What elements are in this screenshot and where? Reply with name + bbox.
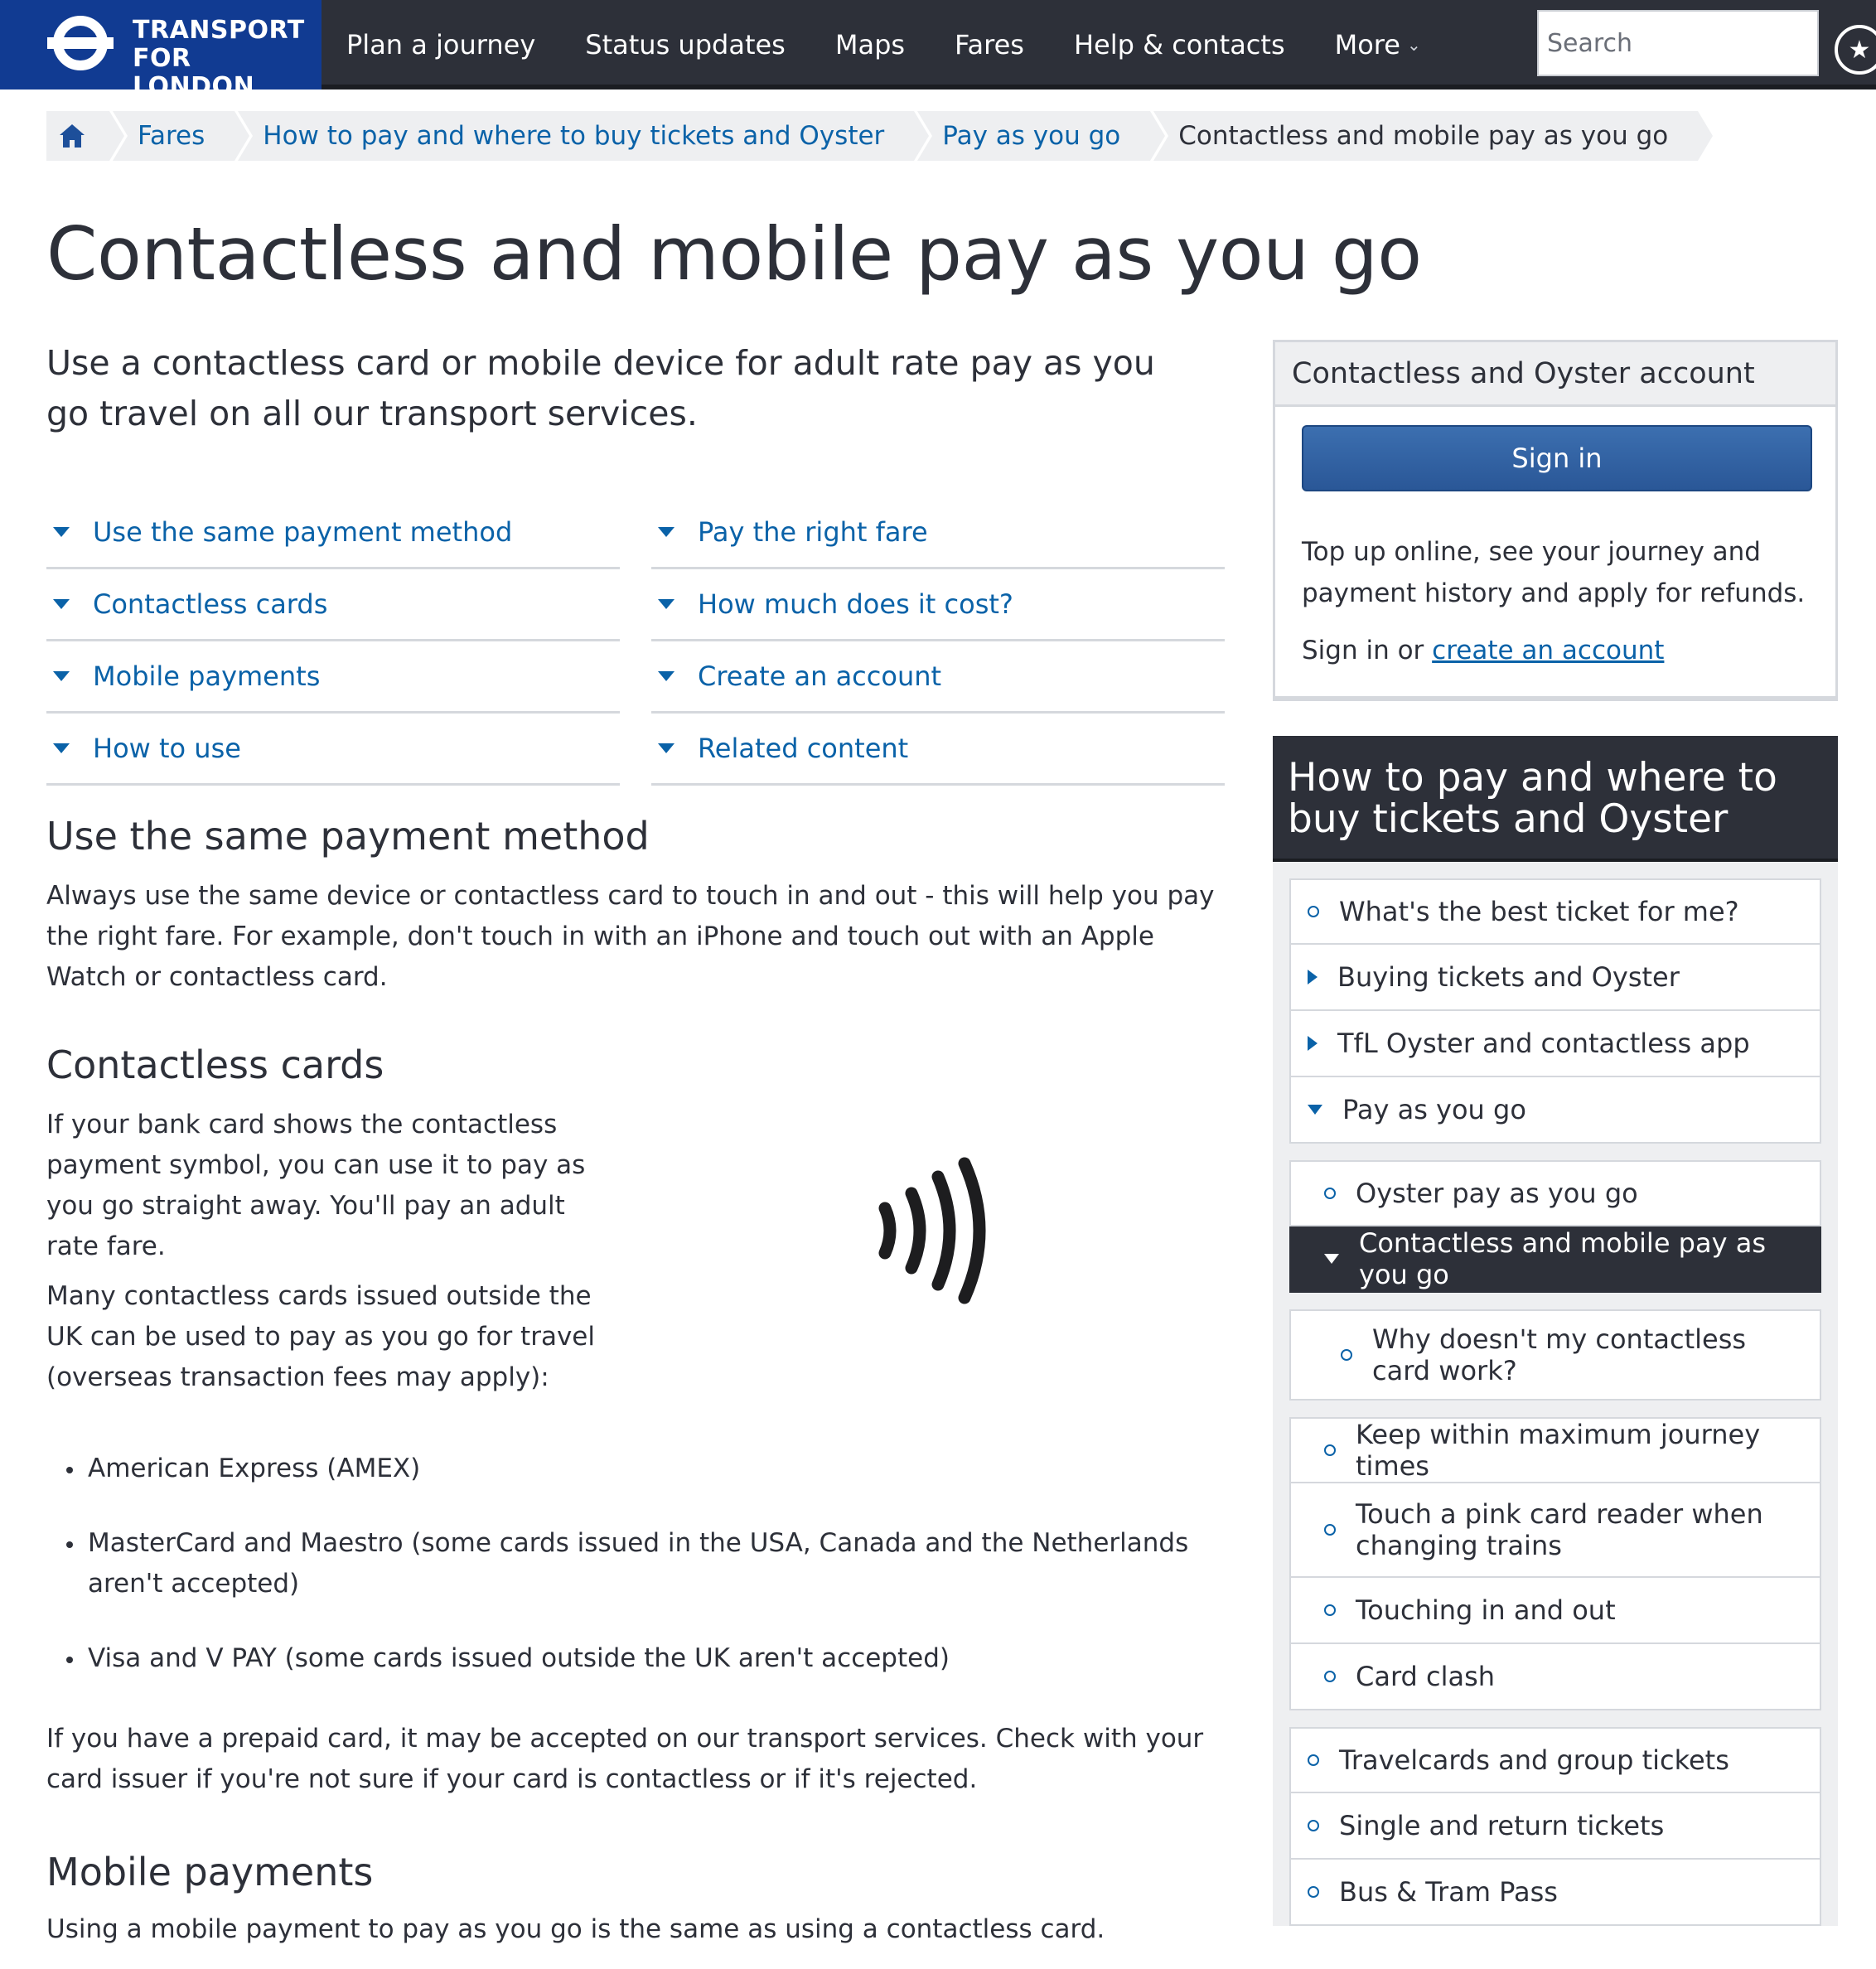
chevron-down-icon: ⌄: [1406, 35, 1421, 55]
toc-link-label: Related content: [698, 733, 909, 764]
circle-bullet-icon: [1308, 1820, 1319, 1831]
side-nav-label: Buying tickets and Oyster: [1337, 961, 1680, 993]
toc-link[interactable]: [46, 497, 620, 569]
side-nav-item[interactable]: [1289, 1644, 1821, 1710]
toc-left-column: [46, 497, 620, 786]
group-spacer: [1289, 1710, 1821, 1727]
heading-contactless-cards: Contactless cards: [46, 1043, 384, 1087]
heading-mobile-payments: Mobile payments: [46, 1850, 374, 1894]
side-nav-label: Touch a pink card reader when changing trains: [1356, 1498, 1763, 1561]
toc-link-label: Pay the right fare: [698, 516, 928, 548]
side-nav-label: Single and return tickets: [1339, 1810, 1665, 1841]
mobile-payments-body: Using a mobile payment to pay as you go is the same as using a contactless card.: [46, 1914, 1105, 1944]
toc-link[interactable]: [46, 569, 620, 641]
side-nav-label: Contactless and mobile pay as you go: [1359, 1227, 1766, 1290]
list-item: MasterCard and Maestro (some cards issued in the USA, Canada and the Netherlands aren't accepted): [46, 1523, 1223, 1604]
triangle-right-icon: [1308, 1036, 1318, 1051]
triangle-down-icon: [53, 743, 70, 753]
nav-fares[interactable]: Fares: [955, 29, 1024, 60]
side-nav-item-active[interactable]: [1289, 1226, 1821, 1293]
nav-group-1: [1289, 878, 1821, 1144]
sign-in-button[interactable]: Sign in: [1302, 425, 1812, 491]
group-spacer: [1289, 1401, 1821, 1417]
side-nav-item[interactable]: [1289, 1860, 1821, 1926]
nav-group-3: [1289, 1309, 1821, 1401]
toc-link-label: Use the same payment method: [93, 516, 513, 548]
side-nav-item[interactable]: [1289, 945, 1821, 1011]
triangle-down-icon: [53, 599, 70, 609]
circle-bullet-icon: [1324, 1188, 1336, 1199]
nav-status-updates[interactable]: Status updates: [585, 29, 786, 60]
side-nav-label: Why doesn't my contactless card work?: [1372, 1323, 1747, 1386]
side-nav-item[interactable]: [1289, 1727, 1821, 1793]
side-nav-label: Pay as you go: [1342, 1094, 1526, 1125]
nav-group-4: [1289, 1417, 1821, 1710]
side-nav-label: Travelcards and group tickets: [1339, 1744, 1729, 1776]
side-nav-item[interactable]: [1289, 1578, 1821, 1644]
group-spacer: [1289, 1144, 1821, 1160]
accepted-cards-list: [46, 1449, 1223, 1713]
nav-group-5: [1289, 1727, 1821, 1926]
toc-link-label: Create an account: [698, 660, 942, 692]
circle-bullet-icon: [1324, 1604, 1336, 1616]
account-panel-heading: Contactless and Oyster account: [1275, 342, 1835, 407]
triangle-down-icon: [1308, 1105, 1322, 1115]
side-nav-item[interactable]: [1289, 1483, 1821, 1578]
home-icon: [58, 123, 86, 149]
section-navigation-list: [1273, 862, 1838, 1926]
list-item: Visa and V PAY (some cards issued outside the UK aren't accepted): [46, 1638, 1223, 1679]
page-intro: Use a contactless card or mobile device for adult rate pay as you go travel on all our transport services.: [46, 343, 1155, 433]
search-placeholder: Search: [1547, 28, 1633, 58]
contactless-p1: If your bank card shows the contactless payment symbol, you can use it to pay as you go straight away. You'll pay an adult rate fare.: [46, 1110, 586, 1261]
nav-help-contacts[interactable]: Help & contacts: [1073, 29, 1285, 60]
side-nav-item[interactable]: [1289, 1077, 1821, 1144]
circle-bullet-icon: [1308, 1886, 1319, 1898]
side-nav-label: Card clash: [1356, 1661, 1496, 1692]
account-description: Top up online, see your journey and payment history and apply for refunds.: [1302, 537, 1806, 608]
toc-link[interactable]: [651, 569, 1225, 641]
heading-same-payment: Use the same payment method: [46, 814, 650, 859]
breadcrumb-home[interactable]: [46, 111, 109, 161]
toc-link[interactable]: [651, 497, 1225, 569]
list-item: American Express (AMEX): [46, 1449, 1223, 1489]
contactless-p2: Many contactless cards issued outside the UK can be used to pay as you go for travel (overseas transaction fees may apply):: [46, 1281, 595, 1392]
signin-prefix: Sign in or: [1302, 636, 1424, 665]
toc-link[interactable]: [46, 714, 620, 786]
nav-plan-journey[interactable]: Plan a journey: [346, 29, 536, 60]
side-nav-item[interactable]: [1289, 1309, 1821, 1401]
triangle-down-icon: [53, 671, 70, 681]
circle-bullet-icon: [1324, 1671, 1336, 1682]
section-navigation-heading: How to pay and where to buy tickets and Oyster: [1273, 736, 1838, 862]
account-signin-line: [1302, 636, 1664, 665]
favourites-star-icon[interactable]: ★: [1835, 25, 1876, 75]
logo-line-1: TRANSPORT: [133, 16, 305, 45]
side-nav-item[interactable]: [1289, 878, 1821, 945]
section-navigation: [1273, 736, 1838, 1926]
breadcrumb-current: Contactless and mobile pay as you go: [1153, 111, 1698, 161]
triangle-down-icon: [658, 671, 674, 681]
contactless-p3: If you have a prepaid card, it may be accepted on our transport services. Check with your card issuer if you're not sure if your card is contactless or if it's rejected.: [46, 1724, 1204, 1794]
breadcrumb: [46, 111, 1701, 161]
circle-bullet-icon: [1308, 906, 1319, 917]
logo-line-2: FOR LONDON: [133, 44, 255, 101]
triangle-down-icon: [658, 599, 674, 609]
side-nav-label: Bus & Tram Pass: [1339, 1876, 1558, 1908]
toc-link-label: How much does it cost?: [698, 588, 1013, 620]
roundel-icon: [46, 14, 115, 72]
side-nav-label: TfL Oyster and contactless app: [1337, 1028, 1750, 1059]
nav-group-2: [1289, 1160, 1821, 1293]
toc-link[interactable]: [651, 714, 1225, 786]
account-panel: [1273, 340, 1838, 701]
toc-link-label: Mobile payments: [93, 660, 321, 692]
toc-link[interactable]: [651, 641, 1225, 714]
page-title: Contactless and mobile pay as you go: [46, 211, 1422, 297]
triangle-down-icon: [658, 527, 674, 537]
side-nav-label: Touching in and out: [1356, 1594, 1616, 1626]
side-nav-item[interactable]: [1289, 1417, 1821, 1483]
triangle-down-icon: [1324, 1254, 1339, 1264]
side-nav-label: Oyster pay as you go: [1356, 1178, 1638, 1209]
triangle-down-icon: [53, 527, 70, 537]
contactless-payment-icon: [862, 1152, 994, 1309]
breadcrumb-fares[interactable]: Fares: [113, 111, 234, 161]
circle-bullet-icon: [1308, 1754, 1319, 1766]
side-nav-label: Keep within maximum journey times: [1356, 1419, 1761, 1482]
breadcrumb-how-to-pay[interactable]: How to pay and where to buy tickets and Oyster: [238, 111, 914, 161]
toc-right-column: [651, 497, 1225, 786]
circle-bullet-icon: [1341, 1349, 1352, 1361]
same-payment-body: Always use the same device or contactless card to touch in and out - this will help you pay the right fare. For example, don't touch in with an iPhone and touch out with an Apple Watch or contactless card.: [46, 881, 1215, 992]
search-input[interactable]: [1537, 10, 1819, 76]
group-spacer: [1289, 1293, 1821, 1309]
tfl-logo-link[interactable]: [0, 0, 322, 101]
main-nav: [346, 0, 1421, 90]
circle-bullet-icon: [1324, 1524, 1336, 1536]
create-account-link[interactable]: create an account: [1432, 636, 1665, 665]
side-nav-label: What's the best ticket for me?: [1339, 896, 1739, 927]
triangle-right-icon: [1308, 970, 1318, 984]
nav-more-label: More: [1334, 29, 1400, 60]
side-nav-item[interactable]: [1289, 1160, 1821, 1226]
toc-link-label: How to use: [93, 733, 241, 764]
side-nav-item[interactable]: [1289, 1011, 1821, 1077]
side-nav-item[interactable]: [1289, 1793, 1821, 1860]
logo-text: [133, 17, 322, 101]
nav-more[interactable]: [1335, 29, 1421, 60]
triangle-down-icon: [658, 743, 674, 753]
top-navigation-bar: [0, 0, 1876, 101]
toc-link-label: Contactless cards: [93, 588, 328, 620]
circle-bullet-icon: [1324, 1444, 1336, 1456]
toc-link[interactable]: [46, 641, 620, 714]
breadcrumb-pay-as-you-go[interactable]: Pay as you go: [917, 111, 1150, 161]
nav-maps[interactable]: Maps: [834, 29, 906, 60]
